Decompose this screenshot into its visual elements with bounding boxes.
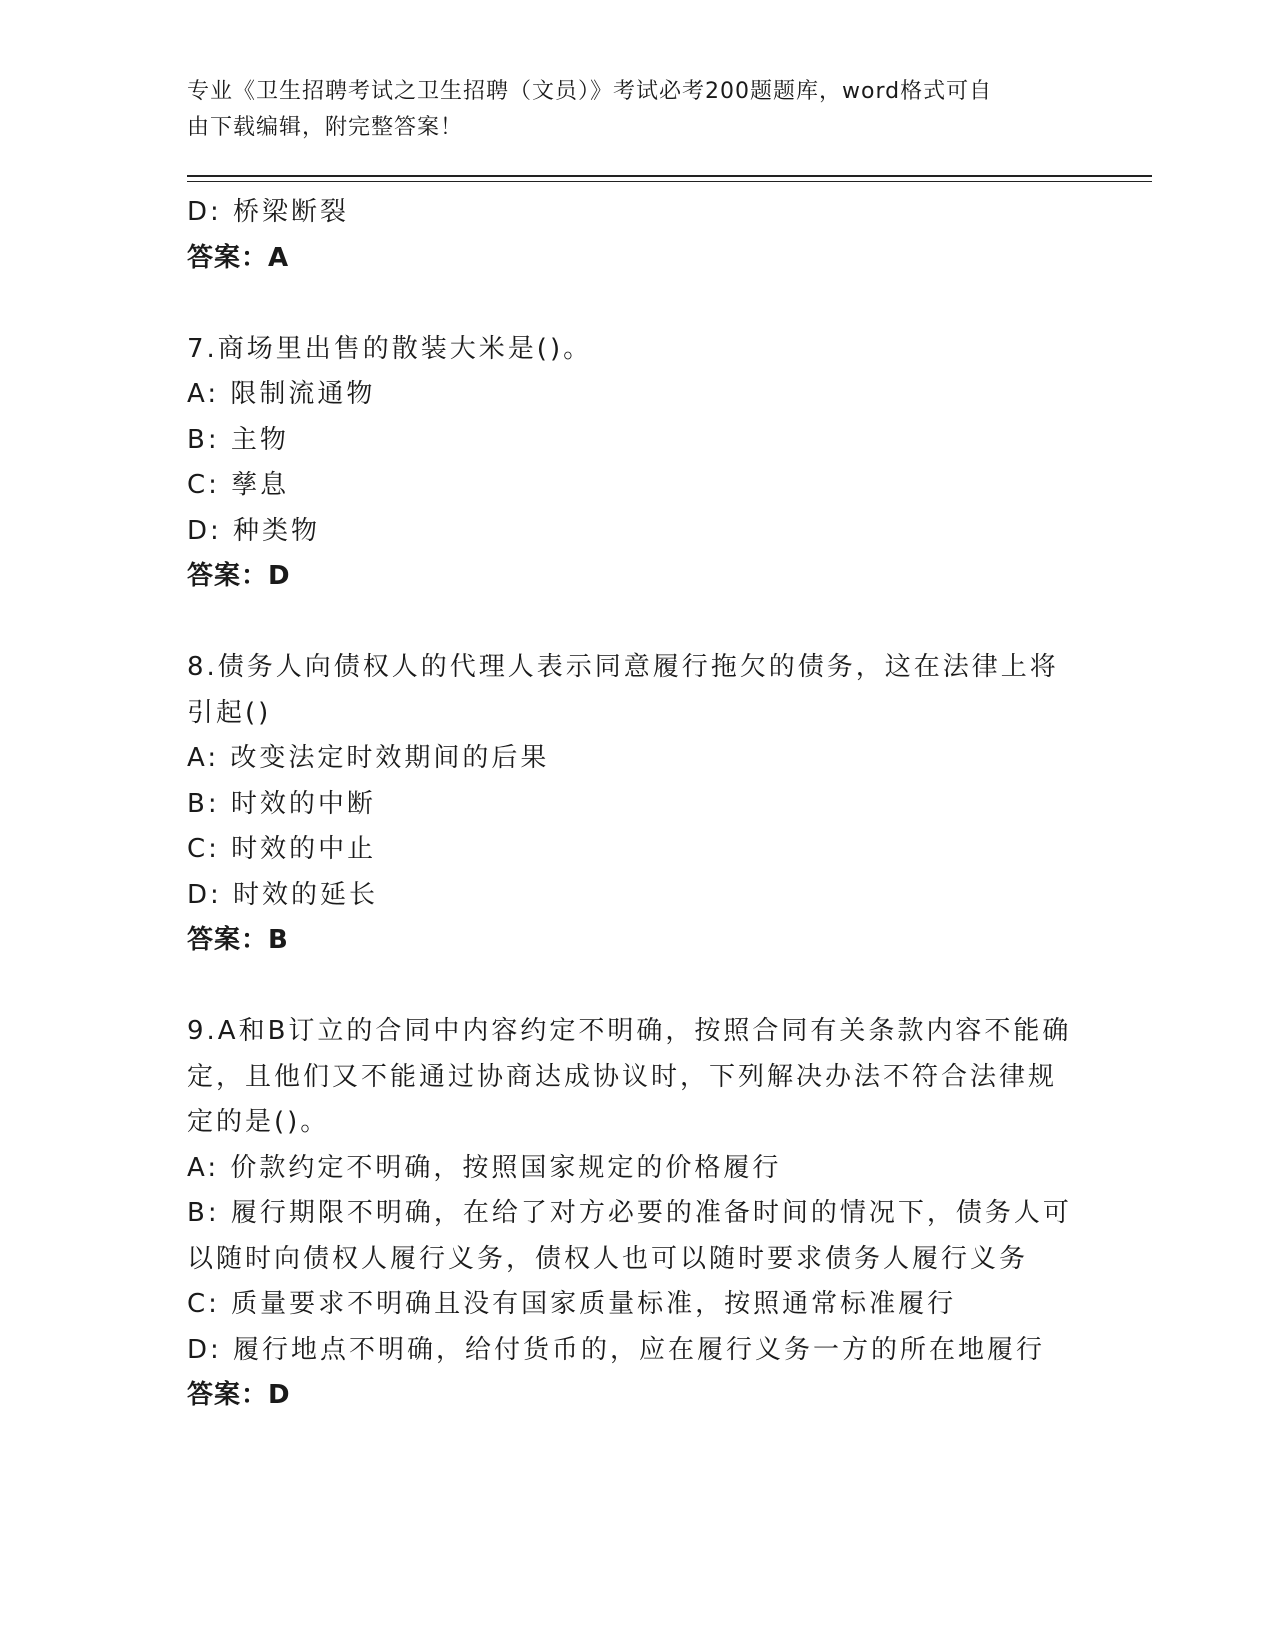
question-stem-line-1: 9.A和B订立的合同中内容约定不明确，按照合同有关条款内容不能确 [187,1016,1072,1046]
header-line-1: 专业《卫生招聘考试之卫生招聘（文员）》考试必考200题题库，word格式可自 [187,79,993,104]
question-block-8 [187,645,1087,964]
option-b-line-2: 以随时向债权人履行义务，债权人也可以随时要求债务人履行义务 [187,1243,1029,1274]
question-stem-line-3: 定的是()。 [187,1107,330,1137]
header-rule-thick [187,175,1152,177]
spacer [187,964,1087,1010]
question-stem-line-2: 定，且他们又不能通过协商达成协议时，下列解决办法不符合法律规 [187,1061,1058,1092]
question-stem-line-2: 引起() [187,697,272,728]
question-list [187,190,1087,1419]
option-d: D: 桥梁断裂 [187,197,350,227]
question-block-9 [187,1009,1087,1419]
answer-line: 答案：D [187,561,291,591]
option-c: C: 质量要求不明确且没有国家质量标准，按照通常标准履行 [187,1289,957,1319]
spacer [187,600,1087,646]
option-a: A: 改变法定时效期间的后果 [187,743,550,773]
spacer [187,281,1087,327]
option-b: B: 主物 [187,424,289,455]
question-stem: 7.商场里出售的散装大米是()。 [187,333,593,364]
answer-line: 答案：B [187,925,289,955]
option-b-line-1: B: 履行期限不明确，在给了对方必要的准备时间的情况下，债务人可 [187,1198,1072,1228]
option-a: A: 价款约定不明确，按照国家规定的价格履行 [187,1152,782,1183]
answer-line: 答案：A [187,242,290,273]
question-block-7 [187,327,1087,600]
option-d: D: 种类物 [187,515,321,546]
header-rule-thin [187,181,1152,182]
answer-line: 答案：D [187,1380,291,1410]
option-d: D: 履行地点不明确，给付货币的，应在履行义务一方的所在地履行 [187,1334,1046,1365]
option-b: B: 时效的中断 [187,788,376,819]
header-line-2: 由下载编辑，附完整答案！ [187,115,464,140]
question-stem-line-1: 8.债务人向债权人的代理人表示同意履行拖欠的债务，这在法律上将 [187,652,1059,682]
option-d: D: 时效的延长 [187,879,379,910]
option-c: C: 孳息 [187,470,290,500]
option-c: C: 时效的中止 [187,834,377,864]
document-header [187,74,1067,146]
option-a: A: 限制流通物 [187,379,376,409]
question-block-prev [187,190,1087,281]
